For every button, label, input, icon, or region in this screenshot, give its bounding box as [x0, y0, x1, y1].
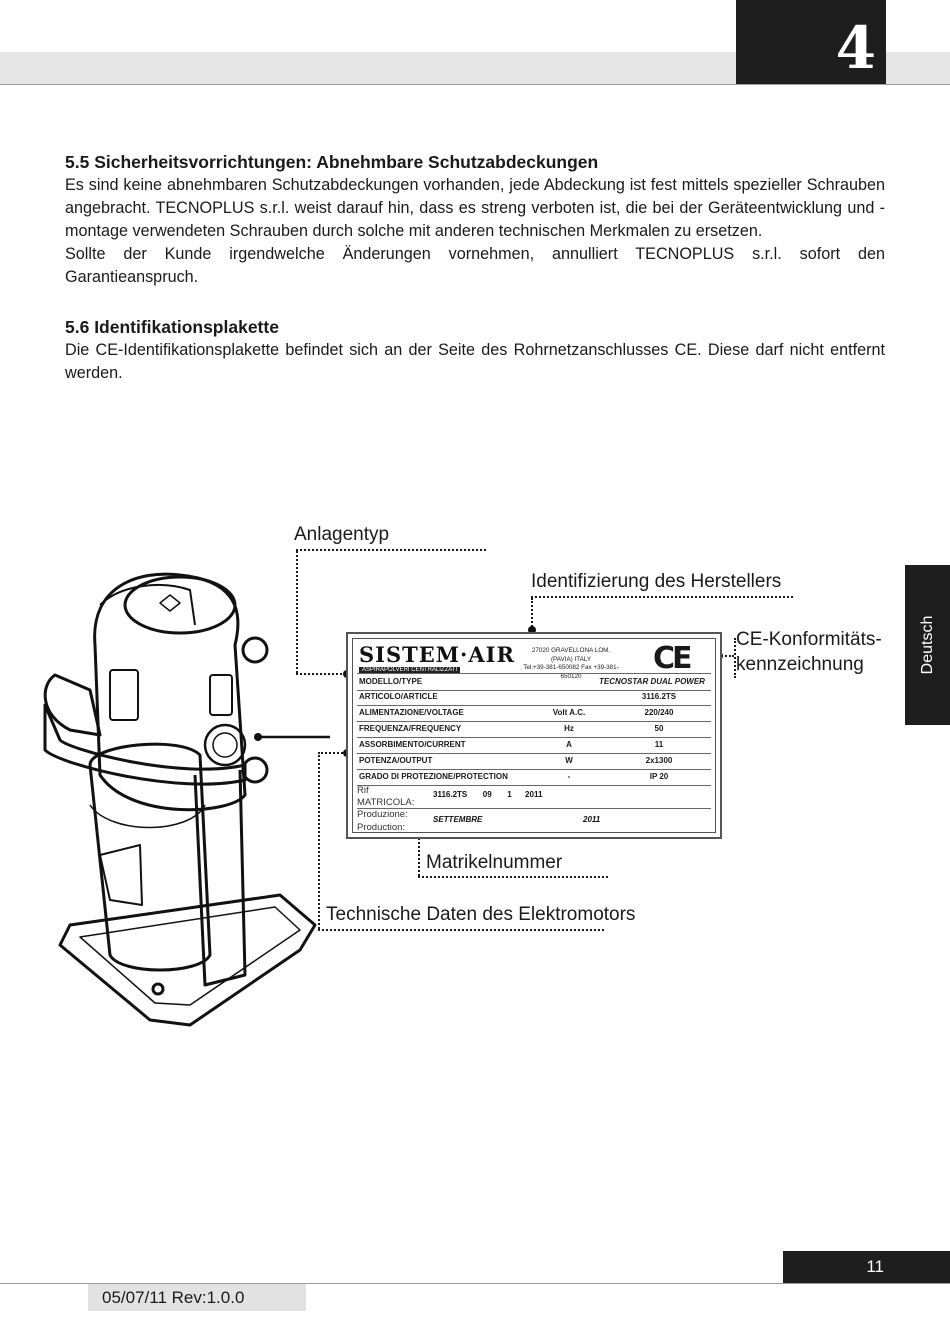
plate-matricola-label: MATRICOLA:	[357, 797, 415, 808]
plate-rif-label: Rif	[357, 785, 369, 796]
plate-row-unit: -	[567, 772, 571, 781]
brand-logo: SISTEM·AIR	[359, 642, 515, 667]
plate-row-value: 2x1300	[645, 756, 673, 765]
plate-row-value: 3116.2TS	[641, 692, 677, 701]
address-line: 27020 GRAVELLONA LOM.	[531, 647, 611, 654]
plate-row-key: ASSORBIMENTO/CURRENT	[359, 740, 466, 749]
plate-row-key: FREQUENZA/FREQUENCY	[359, 724, 462, 733]
callout-system-type: Anlagentyp	[294, 524, 390, 545]
plate-row-key: GRADO DI PROTEZIONE/PROTECTION	[359, 772, 508, 781]
plate-row-unit: A	[566, 740, 572, 749]
plate-row-key: MODELLO/TYPE	[359, 677, 423, 686]
callout-leader	[296, 551, 298, 673]
plate-row-unit: W	[565, 756, 573, 765]
plate-row-key: POTENZA/OUTPUT	[359, 756, 433, 765]
page-number: 11	[866, 1257, 884, 1276]
ce-identification-plate	[346, 632, 722, 839]
brand-subtitle: ASPIRAPOLVERI CENTRALIZZATI	[359, 667, 460, 673]
address-line: (PAVIA) ITALY	[550, 655, 592, 663]
callout-motor-data: Technische Daten des Elektromotors	[326, 904, 636, 925]
plate-production-month: SETTEMBRE	[433, 815, 483, 824]
plate-row-value: 11	[654, 740, 664, 749]
plate-row-unit: Hz	[564, 724, 574, 733]
callout-leader	[734, 638, 736, 678]
callout-serial-number: Matrikelnummer	[426, 852, 563, 873]
chapter-number: 4	[835, 14, 876, 82]
plate-production-year: 2011	[583, 815, 601, 824]
vacuum-unit-illustration	[30, 565, 330, 1035]
section-5-5-heading: 5.5 Sicherheitsvorrichtungen: Abnehmbare Schutzabdeckungen	[65, 152, 599, 172]
plate-row	[357, 769, 711, 786]
main-content	[65, 150, 885, 385]
section-5-5-paragraph-2: Sollte der Kunde irgendwelche Änderungen vornehmen, annulliert TECNOPLUS s.r.l. sofort den Garantieanspruch.	[65, 245, 885, 286]
plate-frame	[352, 638, 716, 833]
plate-row-value: 220/240	[644, 708, 674, 717]
page-number-box	[783, 1251, 950, 1283]
plate-row	[357, 689, 711, 706]
plate-production-label: Production:	[357, 822, 406, 833]
callout-ce-mark-line-2: kennzeichnung	[736, 654, 864, 675]
language-tab	[905, 565, 950, 725]
plate-matricola-value: 3116.2TS 09 1 2011	[433, 790, 543, 799]
callout-leader	[318, 929, 604, 931]
callout-leader	[296, 673, 346, 675]
plate-row	[357, 705, 711, 722]
section-5-5-paragraph-1: Es sind keine abnehmbaren Schutzabdeckungen vorhanden, jede Abdeckung ist fest mittels spezieller Schrauben angebracht. TECNOPLUS s.r.l. weist darauf hin, dass es streng verboten ist, die bei der Geräteentwicklung und -montage verwendeten Schrauben durch solche mit anderen technischen Merkmalen zu ersetzen.	[65, 176, 885, 240]
callout-manufacturer-id: Identifizierung des Herstellers	[531, 571, 782, 592]
plate-row-unit: Volt A.C.	[552, 708, 586, 717]
plate-row-key: ALIMENTAZIONE/VOLTAGE	[359, 708, 464, 717]
callout-leader	[418, 876, 608, 878]
section-5-6-paragraph-1: Die CE-Identifikationsplakette befindet sich an der Seite des Rohrnetzanschlusses CE. Diese darf nicht entfernt werden.	[65, 341, 885, 382]
ce-mark: CE	[653, 641, 690, 676]
plate-row-value: 50	[654, 724, 664, 733]
language-tab-label: Deutsch	[918, 615, 936, 675]
callout-ce-mark-line-1: CE-Konformitäts-	[736, 629, 882, 650]
address-line: Tel.+39-381-650082 Fax +39-381-650120	[523, 664, 619, 680]
section-5-6-heading: 5.6 Identifikationsplakette	[65, 317, 279, 337]
footer-date-revision: 05/07/11 Rev:1.0.0	[88, 1284, 306, 1311]
plate-row	[357, 737, 711, 754]
plate-produzione-label: Produzione:	[357, 809, 408, 820]
plate-row-value: TECNOSTAR DUAL POWER	[599, 677, 705, 686]
plate-row	[357, 721, 711, 738]
plate-divider	[357, 808, 711, 809]
callout-leader	[318, 752, 320, 929]
plate-row-value: IP 20	[649, 772, 669, 781]
callout-leader	[531, 596, 793, 598]
chapter-marker	[736, 0, 886, 84]
callout-leader	[296, 549, 486, 551]
plate-row-key: ARTICOLO/ARTICLE	[359, 692, 438, 701]
plate-row	[357, 753, 711, 770]
